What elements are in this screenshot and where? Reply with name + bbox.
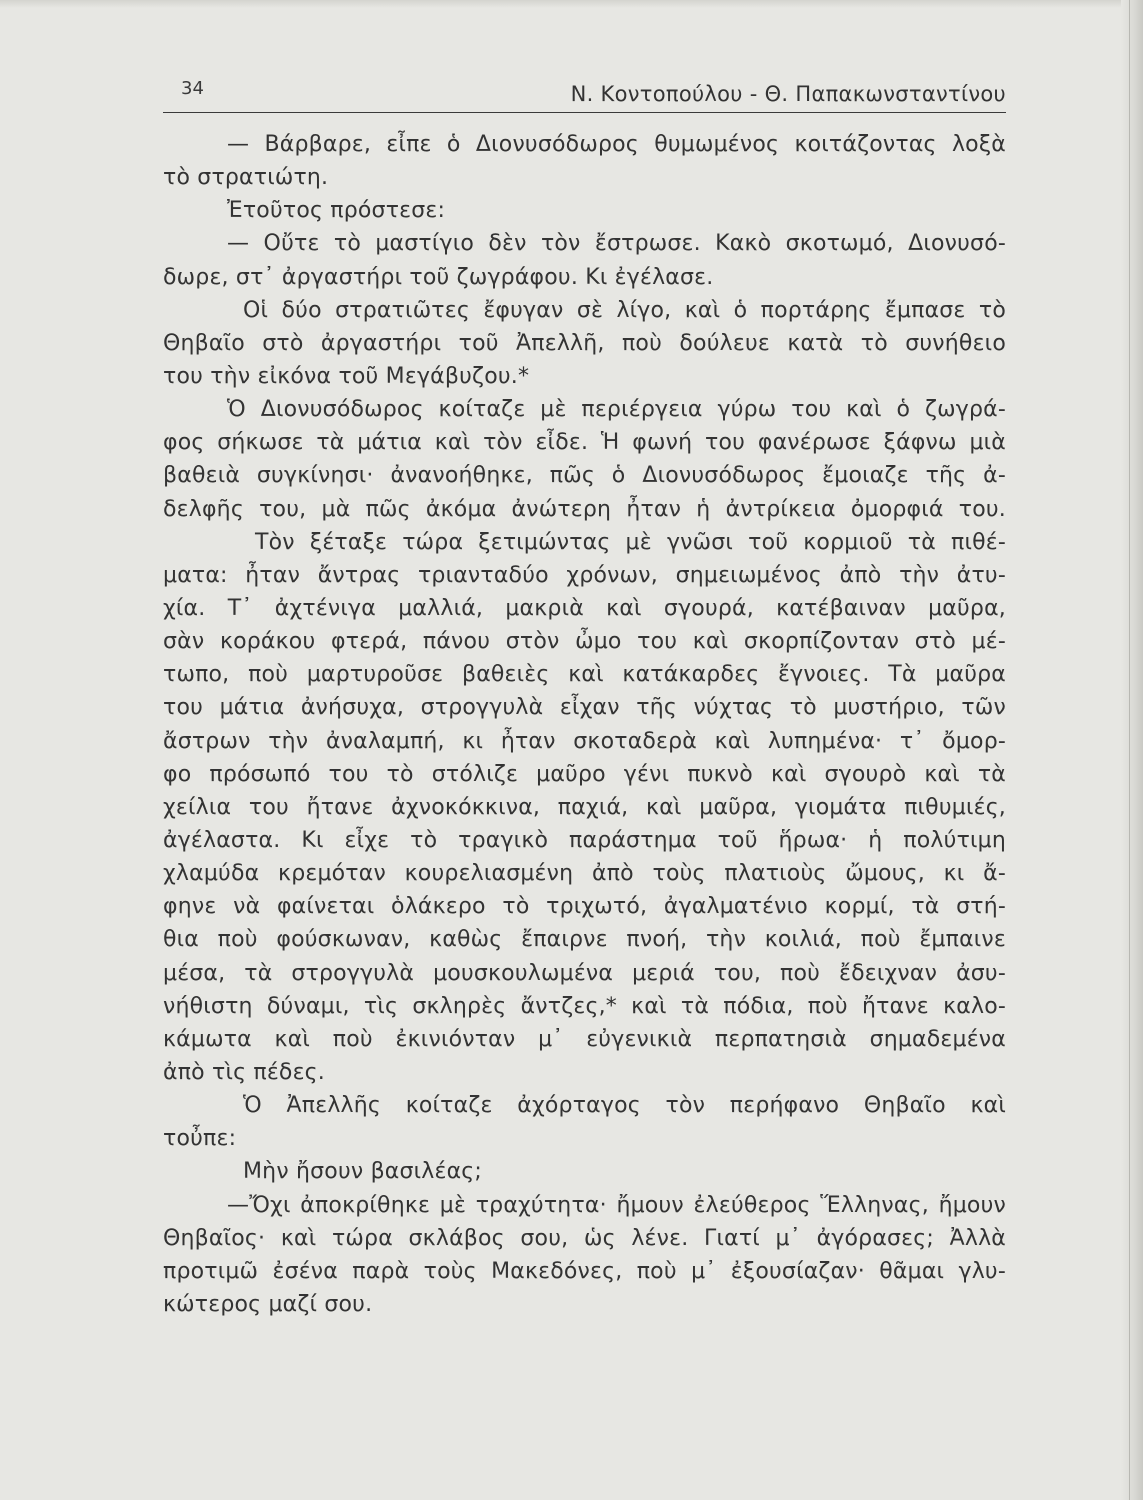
page-right-edge [1121,0,1143,1500]
body-text [163,128,1006,1321]
text-line: Θηβαῖος· καὶ τώρα σκλάβος σου, ὡς λένε. Γιατί μ᾿ ἀγόρασες; Ἀλλὰ [163,1225,1006,1251]
text-line: τὸ στρατιώτη. [163,165,329,191]
text-line: δελφῆς του, μὰ πῶς ἀκόμα ἀνώτερη ἦταν ἡ ἀντρίκεια ὀμορφιά του. [163,496,1006,522]
text-line: τοὖπε: [163,1126,237,1152]
text-line: — Οὔτε τὸ μαστίγιο δὲν τὸν ἔστρωσε. Κακὸ σκοτωμό, Διονυσό- [227,231,1006,257]
text-line: μέσα, τὰ στρογγυλὰ μουσκουλωμένα μεριά του, ποὺ ἔδειχναν ἀσυ- [163,960,1006,986]
text-line: — Βάρβαρε, εἶπε ὁ Διονυσόδωρος θυμωμένος κοιτάζοντας λοξὰ [227,132,1006,157]
text-line: φο πρόσωπό του τὸ στόλιζε μαῦρο γένι πυκνὸ καὶ σγουρὸ καὶ τὰ [163,761,1006,787]
text-line: Τὸν ξέταξε τώρα ξετιμώντας μὲ γνῶσι τοῦ κορμιοῦ τὰ πιθέ- [255,529,1006,555]
text-line: φος σήκωσε τὰ μάτια καὶ τὸν εἶδε. Ἡ φωνή του φανέρωσε ξάφνω μιὰ [163,430,1006,456]
text-line: φηνε νὰ φαίνεται ὁλάκερο τὸ τριχωτό, ἀγαλματένιο κορμί, τὰ στή- [163,894,1006,920]
text-line: σὰν κοράκου φτερά, πάνου στὸν ὦμο του καὶ σκορπίζονταν στὸ μέ- [163,629,1006,655]
text-line: Ὁ Ἀπελλῆς κοίταζε ἀχόρταγος τὸν περήφανο Θηβαῖο καὶ [243,1093,1006,1119]
text-line: βαθειὰ συγκίνησι· ἀνανοήθηκε, πῶς ὁ Διονυσόδωρος ἔμοιαζε τῆς ἀ- [163,463,1006,489]
text-line: Ὁ Διονυσόδωρος κοίταζε μὲ περιέργεια γύρω του καὶ ὁ ζωγρά- [227,397,1006,423]
text-line: Μὴν ἤσουν βασιλέας; [243,1159,483,1185]
text-line: Ἐτοῦτος πρόστεσε: [227,198,446,224]
text-line: ἀγέλαστα. Κι εἶχε τὸ τραγικὸ παράστημα τοῦ ἥρωα· ἡ πολύτιμη [163,827,1006,853]
text-line: χλαμύδα κρεμόταν κουρελιασμένη ἀπὸ τοὺς πλατιοὺς ὤμους, κι ἄ- [163,861,1006,887]
text-line: ἄστρων τὴν ἀναλαμπή, κι ἦταν σκοταδερὰ καὶ λυπημένα· τ᾿ ὄμορ- [163,728,1006,754]
text-line: του τὴν εἰκόνα τοῦ Μεγάβυζου.* [163,363,530,389]
text-line: Θηβαῖο στὸ ἀργαστήρι τοῦ Ἀπελλῆ, ποὺ δούλευε κατὰ τὸ συνήθειο [163,330,1006,356]
text-line: χείλια του ἤτανε ἀχνοκόκκινα, παχιά, καὶ μαῦρα, γιομάτα πιθυμιές, [163,794,1006,820]
text-line: τωπο, ποὺ μαρτυροῦσε βαθειὲς καὶ κατάκαρδες ἔγνοιες. Τὰ μαῦρα [163,662,1006,688]
page-number: 34 [181,78,204,99]
text-line: Οἱ δύο στρατιῶτες ἔφυγαν σὲ λίγο, καὶ ὁ πορτάρης ἔμπασε τὸ [243,297,1006,323]
text-line: του μάτια ἀνήσυχα, στρογγυλὰ εἶχαν τῆς νύχτας τὸ μυστήριο, τῶν [163,695,1006,721]
text-line: προτιμῶ ἐσένα παρὰ τοὺς Μακεδόνες, ποὺ μ᾿ ἐξουσίαζαν· θᾶμαι γλυ- [163,1258,1006,1284]
text-line: ματα: ἦταν ἄντρας τριανταδύο χρόνων, σημειωμένος ἀπὸ τὴν ἀτυ- [163,562,1006,588]
text-line: —Ὄχι ἀποκρίθηκε μὲ τραχύτητα· ἤμουν ἐλεύθερος Ἕλληνας, ἤμουν [227,1192,1006,1218]
text-line: χία. Τ᾿ ἀχτένιγα μαλλιά, μακριὰ καὶ σγουρά, κατέβαιναν μαῦρα, [163,595,1006,621]
text-line: κώτερος μαζί σου. [163,1291,373,1317]
page-header [163,72,1006,113]
text-line: νήθιστη δύναμι, τὶς σκληρὲς ἄντζες,* καὶ τὰ πόδια, ποὺ ἤτανε καλο- [163,993,1006,1019]
text-line: ἀπὸ τὶς πέδες. [163,1059,325,1085]
page-top-edge [0,0,1143,8]
running-head: Ν. Κοντοπούλου - Θ. Παπακωνσταντίνου [570,82,1006,106]
text-line: θια ποὺ φούσκωναν, καθὼς ἔπαιρνε πνοή, τὴν κοιλιά, ποὺ ἔμπαινε [163,927,1006,953]
text-line: δωρε, στ᾿ ἀργαστήρι τοῦ ζωγράφου. Κι ἐγέλασε. [163,264,714,290]
text-line: κάμωτα καὶ ποὺ ἐκινιόνταν μ᾿ εὐγενικιὰ περπατησιὰ σημαδεμένα [163,1026,1006,1052]
